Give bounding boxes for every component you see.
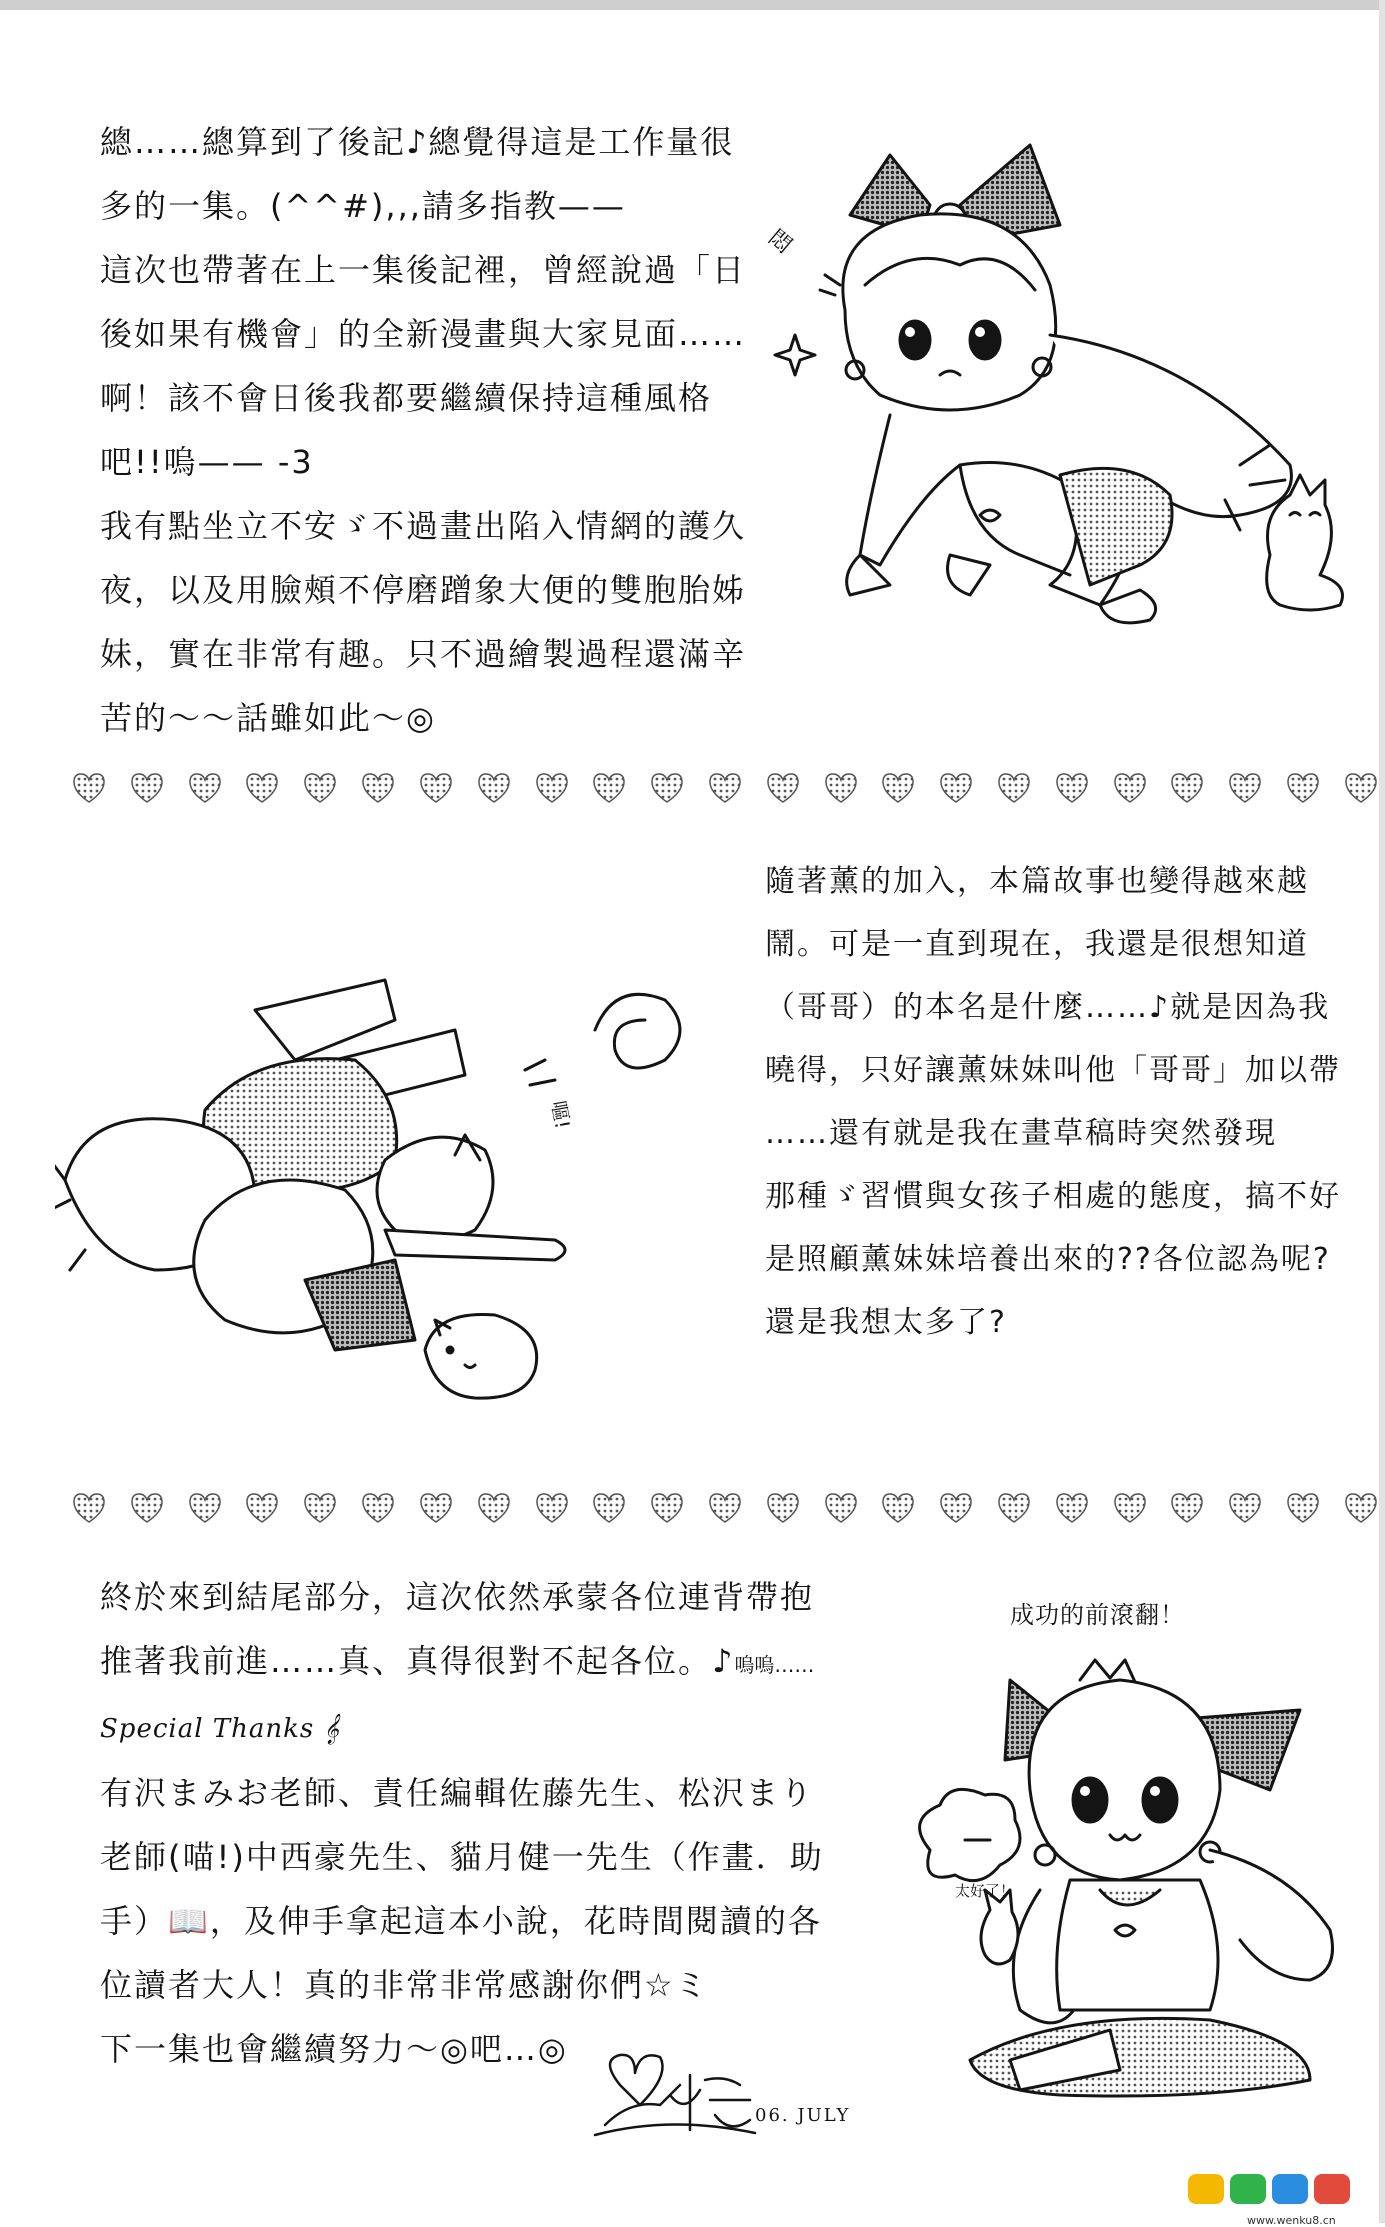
heart-icon — [186, 1490, 224, 1550]
text-line: 夜，以及用臉頰不停磨蹭象大便的雙胞胎姊 — [100, 571, 747, 609]
text-line: 啊！該不會日後我都要繼續保持這種風格 — [100, 379, 713, 417]
afterword-paragraph-1 — [100, 110, 760, 750]
heart-icon — [301, 770, 339, 830]
heart-icon — [590, 770, 628, 830]
heart-icon — [1226, 770, 1264, 830]
heart-icon — [70, 770, 108, 830]
text-line: 隨著薰的加入，本篇故事也變得越來越 — [765, 864, 1309, 899]
text-line: （哥哥）的本名是什麼……♪就是因為我 — [765, 990, 1331, 1025]
text-line: 有沢まみお老師、責任編輯佐藤先生、松沢まり — [100, 1774, 815, 1812]
text-line: 位讀者大人！真的非常非常感謝你們☆ミ — [100, 1966, 709, 2004]
heart-icon — [706, 770, 744, 830]
heart-icon — [1053, 770, 1091, 830]
text-line: 我有點坐立不安ゞ不過畫出陷入情網的護久 — [100, 507, 747, 545]
heart-icon — [648, 770, 686, 830]
heart-icon — [764, 1490, 802, 1550]
heart-icon — [995, 1490, 1033, 1550]
author-signature — [590, 2045, 760, 2140]
girl-fallen-illustration — [55, 950, 705, 1425]
girl-sitting-illustration — [910, 1590, 1350, 2100]
text-line: 這次也帶著在上一集後記裡，曾經說過「日 — [100, 251, 747, 289]
text-line: 吧!!嗚—— -3 — [100, 443, 314, 481]
text-line — [100, 1629, 840, 1697]
caption-great: 太好了！ — [955, 1882, 1016, 1900]
text-line: 曉得，只好讓薰妹妹叫他「哥哥」加以帶 — [765, 1053, 1341, 1088]
text-run-small: 嗚嗚…… — [734, 1653, 815, 1677]
text-line: 手）📖，及伸手拿起這本小說，花時間閱讀的各 — [100, 1902, 822, 1940]
heart-icon — [186, 770, 224, 830]
heart-icon — [1111, 1490, 1149, 1550]
heart-icon — [359, 770, 397, 830]
text-line: ……還有就是我在畫草稿時突然發現 — [765, 1116, 1277, 1151]
text-line: 多的一集。(^^#),,,請多指教—— — [100, 187, 626, 225]
heart-icon — [879, 1490, 917, 1550]
page-top-edge — [0, 0, 1385, 10]
heart-divider — [70, 770, 1380, 830]
text-line: 鬧。可是一直到現在，我還是很想知道 — [765, 927, 1309, 962]
heart-icon — [1284, 770, 1322, 830]
heart-icon — [822, 770, 860, 830]
signature-date: 06. JULY — [755, 2105, 851, 2126]
text-line: 老師(喵!)中西豪先生、貓月健一先生（作畫．助 — [100, 1838, 824, 1876]
girl-kneeling-illustration — [770, 135, 1370, 665]
heart-icon — [301, 1490, 339, 1550]
heart-icon — [937, 770, 975, 830]
heart-icon — [879, 770, 917, 830]
heart-icon — [128, 1490, 166, 1550]
text-run: 推著我前進……真、真得很對不起各位。♪ — [100, 1642, 735, 1680]
text-line: 苦的～～話雖如此～◎ — [100, 699, 436, 737]
heart-icon — [533, 770, 571, 830]
text-line: 下一集也會繼續努力～◎吧…◎ — [100, 2030, 568, 2068]
heart-icon — [822, 1490, 860, 1550]
afterword-paragraph-3 — [100, 1565, 840, 2081]
watermark-url: www.wenku8.cn — [1247, 2214, 1336, 2227]
caption-ou: 嘔! — [546, 1098, 575, 1131]
text-line: 是照顧薰妹妹培養出來的??各位認為呢? — [765, 1242, 1331, 1277]
heart-icon — [417, 770, 455, 830]
heart-icon — [475, 770, 513, 830]
heart-icon — [1168, 1490, 1206, 1550]
heart-icon — [243, 770, 281, 830]
heart-icon — [1053, 1490, 1091, 1550]
heart-icon — [1168, 770, 1206, 830]
heart-icon — [648, 1490, 686, 1550]
heart-icon — [1342, 770, 1380, 830]
site-watermark-logo — [1180, 2170, 1380, 2220]
heart-icon — [590, 1490, 628, 1550]
text-line: 終於來到結尾部分，這次依然承蒙各位連背帶抱 — [100, 1578, 815, 1616]
heart-icon — [764, 770, 802, 830]
caption-men: 悶 — [763, 225, 797, 259]
heart-icon — [1111, 770, 1149, 830]
heart-icon — [475, 1490, 513, 1550]
heart-divider — [70, 1490, 1380, 1550]
special-thanks-heading: Special Thanks 𝄞 — [100, 1714, 340, 1744]
text-line: 那種ゞ習慣與女孩子相處的態度，搞不好 — [765, 1179, 1341, 1214]
heart-icon — [243, 1490, 281, 1550]
heart-icon — [1226, 1490, 1264, 1550]
heart-icon — [359, 1490, 397, 1550]
heart-icon — [937, 1490, 975, 1550]
text-line: 妹，實在非常有趣。只不過繪製過程還滿辛 — [100, 635, 747, 673]
text-line: 還是我想太多了? — [765, 1305, 1007, 1340]
heart-icon — [1342, 1490, 1380, 1550]
text-line: 總……總算到了後記♪總覺得這是工作量很 — [100, 123, 735, 161]
heart-icon — [533, 1490, 571, 1550]
caption-success: 成功的前滾翻！ — [1010, 1601, 1185, 1629]
text-line: 後如果有機會」的全新漫畫與大家見面…… — [100, 315, 747, 353]
heart-icon — [995, 770, 1033, 830]
heart-icon — [706, 1490, 744, 1550]
heart-icon — [1284, 1490, 1322, 1550]
heart-icon — [417, 1490, 455, 1550]
afterword-paragraph-2 — [765, 850, 1385, 1354]
heart-icon — [128, 770, 166, 830]
heart-icon — [70, 1490, 108, 1550]
